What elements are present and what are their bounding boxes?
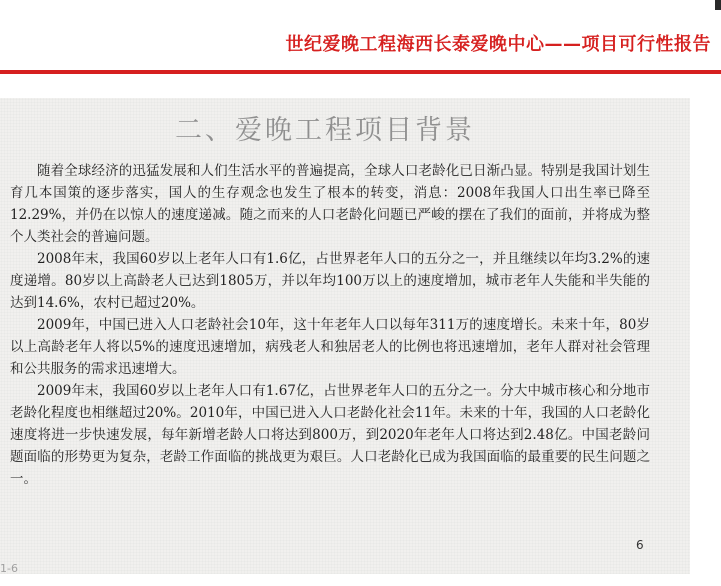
- paragraph: 2008年末，我国60岁以上老年人口有1.6亿，占世界老年人口的五分之一，并且继续以年均3.2%的速度递增。80岁以上高龄老人已达到1805万，并以年均100万以上的速度增加，城市老年人失能和半失能的达到14.6%，农村已超过20%。: [10, 251, 650, 311]
- paragraph: 2009年末，我国60岁以上老年人口有1.67亿，占世界老年人口的五分之一。分大中城市核心和分地市老龄化程度也相继超过20%。2010年，中国已进入人口老龄化社会11年。未来的十年，我国的人口老龄化速度将进一步快速发展，每年新增老龄人口将达到800万，到2020年老年人口将达到2.48亿。中国老龄问题面临的形势更为复杂，老龄工作面临的挑战更为艰巨。人口老龄化已成为我国面临的最重要的民生问题之一。: [10, 383, 650, 487]
- paragraph: 2009年，中国已进入人口老龄社会10年，这十年老年人口以每年311万的速度增长。未来十年，80岁以上高龄老年人将以5%的速度迅速增加，病残老人和独居老人的比例也将迅速增加，老年人群对社会管理和公共服务的需求迅速增大。: [10, 317, 650, 377]
- corner-mark: [715, 0, 721, 10]
- body-text: [10, 160, 650, 490]
- paragraph: 随着全球经济的迅猛发展和人们生活水平的普遍提高，全球人口老龄化已日渐凸显。特别是我国计划生育几本国策的逐步落实，国人的生存观念也发生了根本的转变，消息：2008年我国人口出生率已降至12.29%，并仍在以惊人的速度递减。随之而来的人口老龄化问题已严峻的摆在了我们的面前，并将成为整个人类社会的普遍问题。: [10, 163, 650, 245]
- section-title: 二、爱晚工程项目背景: [175, 115, 475, 146]
- scanned-page: [0, 98, 690, 574]
- page-reference: 1-6: [0, 562, 18, 575]
- report-header-title: 世纪爱晚工程海西长泰爱晚中心——项目可行性报告: [285, 34, 711, 55]
- header-divider: [0, 70, 721, 74]
- page-number: 6: [636, 538, 644, 552]
